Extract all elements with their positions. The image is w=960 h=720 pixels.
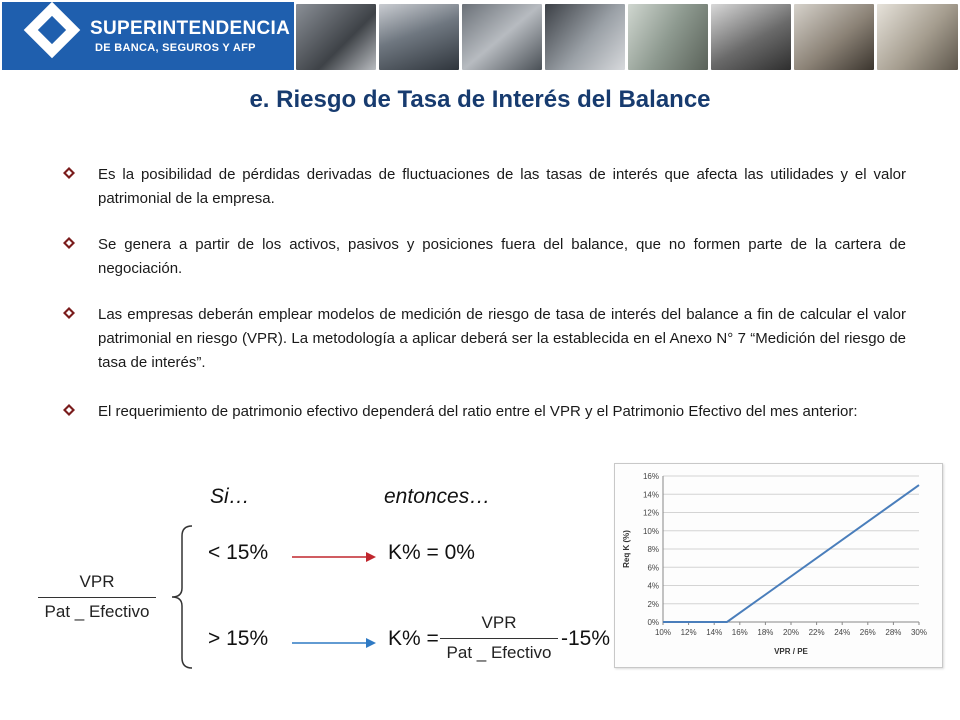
case1-arrow-icon (290, 549, 380, 565)
diamond-bullet-icon (62, 403, 76, 417)
x-axis-label: VPR / PE (774, 647, 808, 656)
y-tick-label: 14% (642, 490, 659, 500)
slide-title: e. Riesgo de Tasa de Interés del Balance (249, 86, 711, 113)
x-tick-label: 10% (654, 628, 672, 637)
header-photo-keyboard (462, 4, 542, 70)
header-photo-signing (877, 4, 958, 70)
x-tick-label: 26% (859, 628, 876, 637)
ratio-fraction-line (38, 597, 156, 598)
case2-suffix: -15% (561, 627, 611, 650)
bullet-text: Es la posibilidad de pérdidas derivadas de fluctuaciones de las tasas de interés que afecta las utilidades y el valor patrimonial de la empresa. (98, 166, 906, 207)
bullet-item (62, 163, 906, 213)
y-tick-label: 10% (642, 526, 659, 536)
si-label: Si… (210, 485, 250, 508)
bullet-text: El requerimiento de patrimonio efectivo dependerá del ratio entre el VPR y el Patrimonio Efectivo del mes anterior: (98, 403, 858, 420)
diamond-bullet-icon (62, 166, 76, 180)
header-photo-handshake (794, 4, 874, 70)
bullet-text: Las empresas deberán emplear modelos de medición de riesgo de tasa de interés del balance a fin de calcular el valor patrimonial en riesgo (VPR). La metodología a aplicar deberá ser la establecida en el Anexo N° 7 “Medición del riesgo de tasa de interés”. (98, 306, 906, 371)
header-photo-cards (296, 4, 376, 70)
ratio-numerator: VPR (79, 572, 115, 591)
case-brace (168, 524, 196, 670)
header-banner (0, 0, 960, 72)
req-k-chart-svg (615, 464, 942, 667)
sbs-logo (2, 2, 294, 70)
x-tick-label: 24% (834, 628, 851, 637)
bullet-item (62, 400, 906, 450)
y-tick-label: 2% (647, 599, 659, 609)
ratio-denominator: Pat _ Efectivo (44, 602, 150, 621)
y-tick-label: 4% (647, 581, 659, 591)
case1-condition: < 15% (208, 541, 269, 564)
x-tick-label: 16% (731, 628, 748, 637)
logo-title: SUPERINTENDENCIA (90, 18, 291, 39)
diamond-bullet-icon (62, 236, 76, 250)
y-tick-label: 0% (647, 618, 659, 627)
y-tick-label: 8% (647, 545, 659, 554)
x-tick-label: 28% (885, 628, 902, 637)
x-tick-label: 20% (782, 628, 800, 637)
y-axis-label: Req K (%) (622, 530, 631, 568)
case2-denominator: Pat _ Efectivo (446, 643, 552, 662)
x-tick-label: 12% (680, 628, 697, 637)
header-photo-money (628, 4, 708, 70)
case2-fraction-line (440, 638, 558, 639)
x-tick-label: 30% (910, 628, 928, 637)
x-tick-label: 18% (757, 628, 774, 637)
logo-subtitle: DE BANCA, SEGUROS Y AFP (95, 42, 256, 54)
header-photo-building (379, 4, 459, 70)
diamond-bullet-icon (62, 306, 76, 320)
case1-result: K% = 0% (388, 541, 475, 564)
series-line (663, 485, 919, 622)
case2-condition: > 15% (208, 627, 269, 650)
case2-numerator: VPR (481, 613, 517, 632)
header-photo-calculator (545, 4, 625, 70)
bullet-item (62, 233, 906, 283)
logo-emblem-icon (24, 2, 81, 59)
bullet-item (62, 303, 906, 377)
x-tick-label: 22% (808, 628, 825, 637)
y-tick-label: 6% (647, 563, 659, 573)
case2-result-prefix: K% = (388, 627, 439, 650)
req-k-chart (614, 463, 943, 668)
bullet-text: Se genera a partir de los activos, pasivos y posiciones fuera del balance, que no formen parte de la cartera de negociación. (98, 236, 906, 277)
header-photo-card-terminal (711, 4, 791, 70)
x-tick-label: 14% (706, 628, 723, 637)
case2-arrow-icon (290, 635, 380, 651)
y-tick-label: 12% (642, 508, 659, 518)
y-tick-label: 16% (642, 472, 659, 481)
entonces-label: entonces… (384, 485, 491, 508)
